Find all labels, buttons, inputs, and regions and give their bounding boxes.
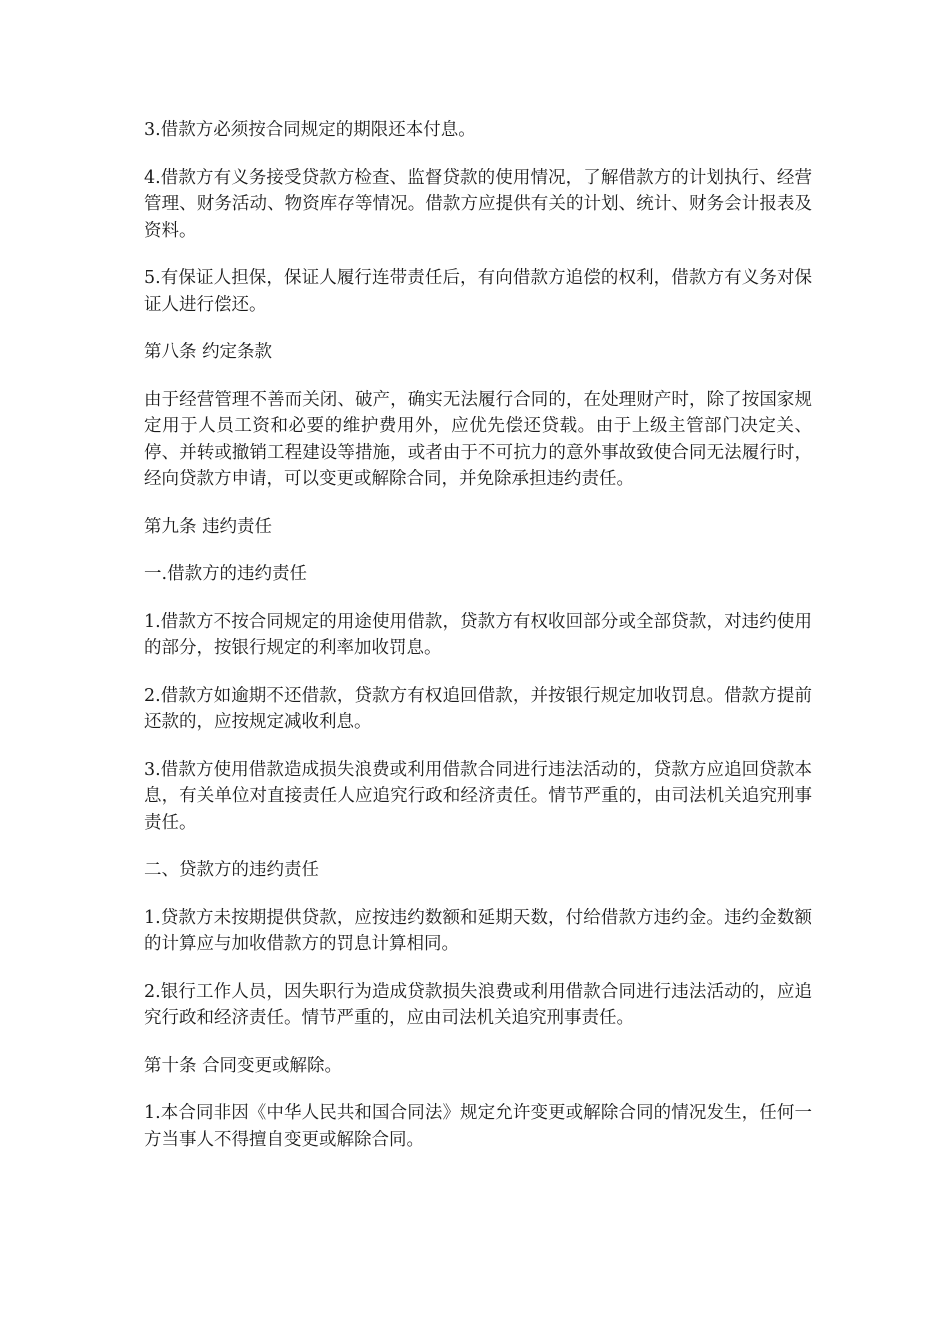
lender-liability-item-1: 1.贷款方未按期提供贷款，应按违约数额和延期天数，付给借款方违约金。违约金数额的计算应与加收借款方的罚息计算相同。 bbox=[144, 907, 812, 954]
clause-8-heading: 第八条 约定条款 bbox=[144, 342, 273, 362]
document-body bbox=[144, 117, 812, 1174]
borrower-liability-item-2: 2.借款方如逾期不还借款，贷款方有权追回借款，并按银行规定加收罚息。借款方提前还款的，应按规定减收利息。 bbox=[144, 685, 812, 732]
clause-10-item-1: 1.本合同非因《中华人民共和国合同法》规定允许变更或解除合同的情况发生，任何一方当事人不得擅自变更或解除合同。 bbox=[144, 1103, 812, 1150]
clause-7-item-5: 5.有保证人担保，保证人履行连带责任后，有向借款方追偿的权利，借款方有义务对保证人进行偿还。 bbox=[144, 268, 812, 315]
clause-8-body: 由于经营管理不善而关闭、破产，确实无法履行合同的，在处理财产时，除了按国家规定用于人员工资和必要的维护费用外，应优先偿还贷载。由于上级主管部门决定关、停、并转或撤销工程建设等措施，或者由于不可抗力的意外事故致使合同无法履行时，经向贷款方申请，可以变更或解除合同，并免除承担违约责任。 bbox=[144, 389, 812, 489]
borrower-liability-heading: 一.借款方的违约责任 bbox=[144, 564, 308, 584]
clause-7-item-4: 4.借款方有义务接受贷款方检查、监督贷款的使用情况，了解借款方的计划执行、经营管理、财务活动、物资库存等情况。借款方应提供有关的计划、统计、财务会计报表及资料。 bbox=[144, 167, 812, 241]
clause-10-heading: 第十条 合同变更或解除。 bbox=[144, 1055, 343, 1076]
clause-9-heading: 第九条 违约责任 bbox=[144, 516, 273, 537]
lender-liability-heading: 二、贷款方的违约责任 bbox=[144, 860, 319, 880]
borrower-liability-item-3: 3.借款方使用借款造成损失浪费或利用借款合同进行违法活动的，贷款方应追回贷款本息，有关单位对直接责任人应追究行政和经济责任。情节严重的，由司法机关追究刑事责任。 bbox=[144, 759, 812, 833]
borrower-liability-item-1: 1.借款方不按合同规定的用途使用借款，贷款方有权收回部分或全部贷款，对违约使用的部分，按银行规定的利率加收罚息。 bbox=[144, 611, 812, 658]
lender-liability-item-2: 2.银行工作人员，因失职行为造成贷款损失浪费或利用借款合同进行违法活动的，应追究行政和经济责任。情节严重的，应由司法机关追究刑事责任。 bbox=[144, 981, 812, 1028]
clause-7-item-3: 3.借款方必须按合同规定的期限还本付息。 bbox=[144, 120, 476, 140]
